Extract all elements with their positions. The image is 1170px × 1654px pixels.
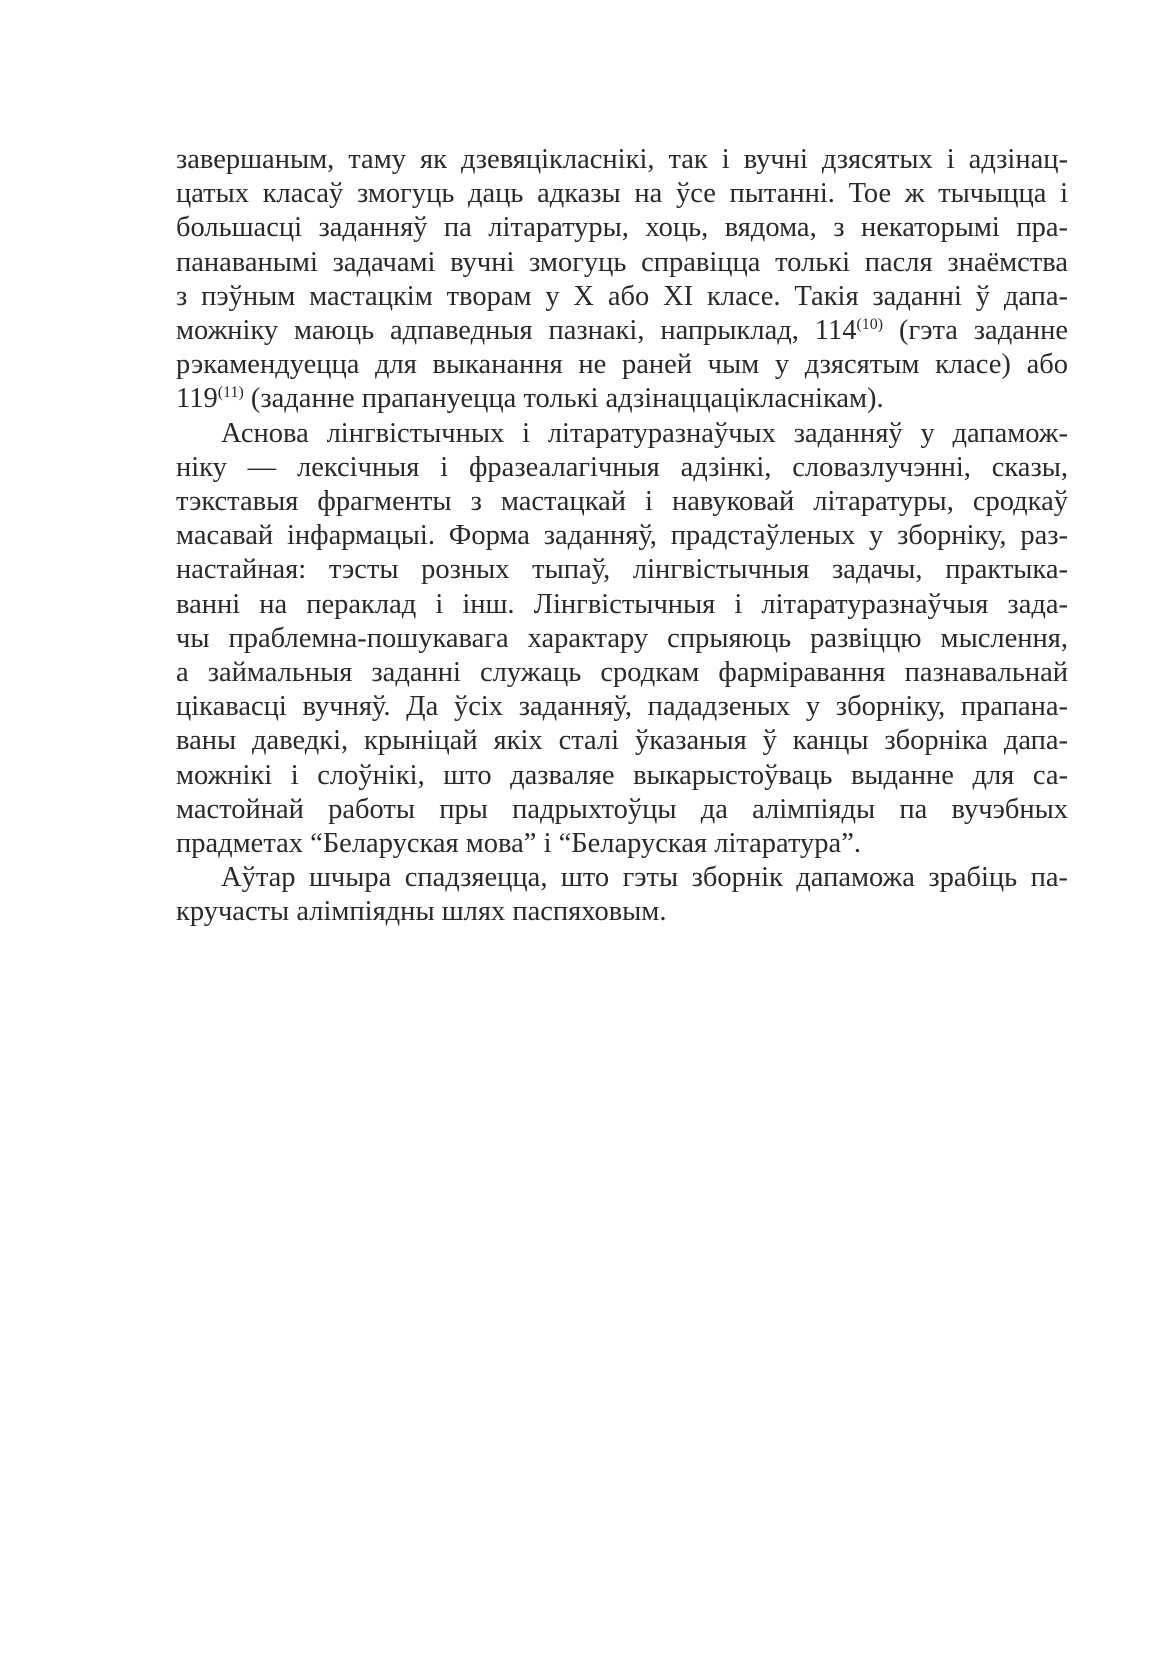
text-line: ванні на пераклад і інш. Лінгвістычныя і літаратуразнаўчыя зада- bbox=[176, 588, 1068, 620]
text-segment: (гэта заданне bbox=[883, 315, 1069, 347]
text-line: мастойнай работы пры падрыхтоўцы да алімпіяды па вучэбных bbox=[176, 793, 1068, 825]
text-line bbox=[176, 314, 1068, 348]
text-line: панаванымі задачамі вучні змогуць справіцца толькі пасля знаёмства bbox=[176, 246, 1068, 278]
footnote-ref: (10) bbox=[856, 316, 884, 334]
text-line: Аўтар шчыра спадзяецца, што гэты зборнік дапаможа зрабіць па- bbox=[221, 862, 1068, 894]
text-segment: можніку маюць адпаведныя пазнакі, напрыклад, 114 bbox=[176, 315, 857, 347]
text-line: з пэўным мастацкім творам у X або XI класе. Такія заданні ў дапа- bbox=[176, 280, 1068, 312]
text-line: а займальныя заданні служаць сродкам фарміравання пазнавальнай bbox=[176, 657, 1068, 689]
text-line: рэкамендуецца для выканання не раней чым у дзясятым класе) або bbox=[176, 349, 1068, 381]
text-line: ваны даведкі, крыніцай якіх сталі ўказаныя ў канцы зборніка дапа- bbox=[176, 725, 1068, 757]
text-line: чы праблемна-пошукавага характару спрыяюць развіццю мыслення, bbox=[176, 622, 1068, 654]
text-line: цікавасці вучняў. Да ўсіх заданняў, пададзеных у зборніку, прапана- bbox=[176, 691, 1068, 723]
footnote-ref: (11) bbox=[217, 384, 244, 402]
text-line: масавай інфармацыі. Форма заданняў, прадстаўленых у зборніку, раз- bbox=[176, 520, 1068, 552]
paragraph-2 bbox=[176, 417, 1068, 862]
text-line: завершаным, таму як дзевяцікласнікі, так і вучні дзясятых і адзінац- bbox=[176, 144, 1068, 175]
text-segment: (заданне прапануецца толькі адзінаццацікласнікам). bbox=[243, 383, 884, 415]
paragraph-3 bbox=[176, 861, 1068, 929]
body-text bbox=[176, 143, 1068, 930]
text-line bbox=[176, 382, 1068, 416]
text-line: прадметах “Беларуская мова” і “Беларуская літаратура”. bbox=[176, 828, 861, 860]
text-segment: 119 bbox=[176, 383, 218, 415]
text-line: тэкставыя фрагменты з мастацкай і навуковай літаратуры, сродкаў bbox=[176, 486, 1068, 518]
text-line: Аснова лінгвістычных і літаратуразнаўчых заданняў у дапамож- bbox=[221, 417, 1068, 449]
text-line: можнікі і слоўнікі, што дазваляе выкарыстоўваць выданне для са- bbox=[176, 759, 1068, 791]
text-line: ніку — лексічныя і фразеалагічныя адзінкі, словазлучэнні, сказы, bbox=[176, 451, 1068, 483]
text-line: кручасты алімпіядны шлях паспяховым. bbox=[176, 896, 667, 928]
text-line: большасці заданняў па літаратуры, хоць, вядома, з некаторымі пра- bbox=[176, 212, 1068, 244]
text-line: настайная: тэсты розных тыпаў, лінгвістычныя задачы, практыка- bbox=[176, 554, 1068, 586]
text-line: цатых класаў змогуць даць адказы на ўсе пытанні. Тое ж тычыцца і bbox=[176, 178, 1068, 210]
paragraph-1 bbox=[176, 143, 1068, 417]
